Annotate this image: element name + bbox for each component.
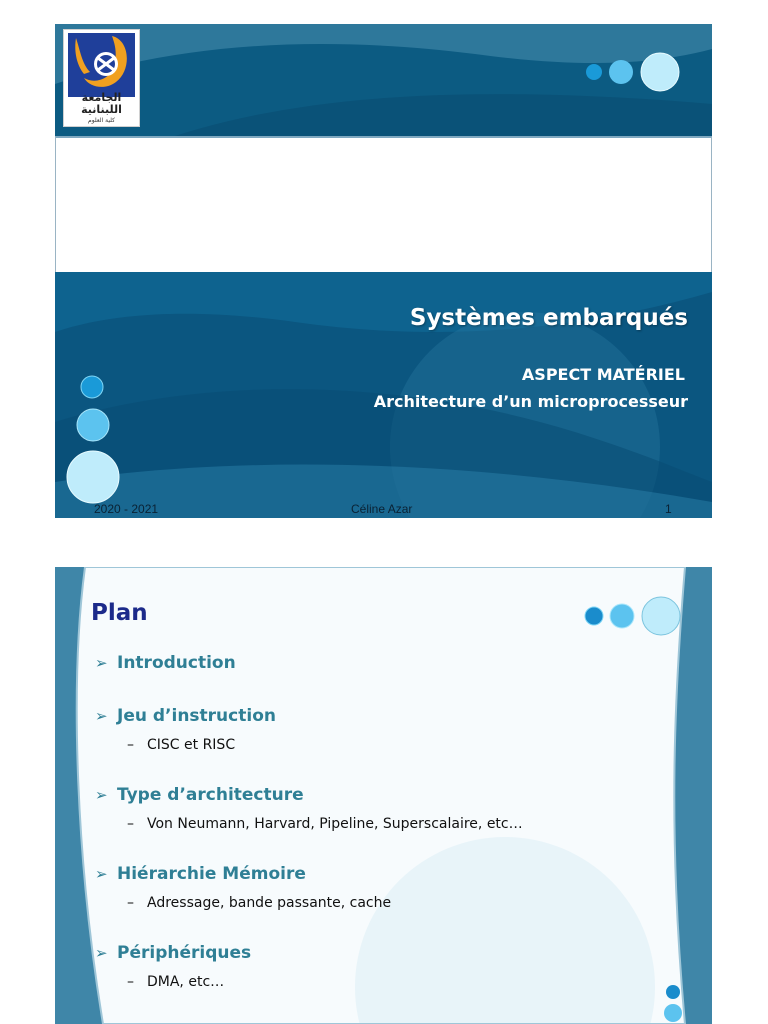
footer-page-number: 1	[665, 502, 672, 516]
slide-title: Systèmes embarqués	[409, 305, 688, 331]
arrow-bullet-icon: ➢	[95, 786, 108, 804]
plan-subitem-memory-hierarchy	[127, 895, 391, 911]
plan-item-architecture-type	[95, 785, 304, 805]
arrow-bullet-icon: ➢	[95, 654, 108, 672]
plan-subitem-peripherals	[127, 974, 224, 990]
arrow-bullet-icon: ➢	[95, 944, 108, 962]
plan-subitem-label: CISC et RISC	[147, 737, 236, 753]
plan-title: Plan	[91, 600, 148, 626]
footer-year: 2020 - 2021	[94, 502, 159, 516]
plan-item-memory-hierarchy	[95, 864, 306, 884]
plan-item-peripherals	[95, 943, 251, 963]
slide-title-band	[55, 272, 712, 518]
arrow-bullet-icon: ➢	[95, 865, 108, 883]
plan-subitem-instruction-set	[127, 737, 235, 753]
dash-bullet: –	[127, 816, 134, 832]
university-logo	[63, 29, 140, 127]
plan-item-label: Périphériques	[117, 943, 252, 963]
title-slide	[55, 24, 712, 518]
logo-arabic-subtext: كلية العلوم	[88, 117, 115, 124]
slide-subtitle-aspect: ASPECT MATÉRIEL	[521, 365, 685, 384]
plan-slide	[55, 567, 712, 1024]
logo-arabic-text: الجامعة اللبنانية	[81, 91, 122, 116]
plan-item-introduction	[95, 653, 236, 673]
title-placeholder-area	[55, 136, 712, 273]
plan-item-label: Introduction	[117, 653, 236, 673]
plan-subitem-label: Adressage, bande passante, cache	[147, 895, 392, 911]
plan-item-instruction-set	[95, 706, 276, 726]
plan-subitem-label: DMA, etc…	[147, 974, 225, 990]
dash-bullet: –	[127, 737, 134, 753]
dash-bullet: –	[127, 974, 134, 990]
footer-author: Céline Azar	[351, 502, 413, 516]
arrow-bullet-icon: ➢	[95, 707, 108, 725]
plan-subitem-label: Von Neumann, Harvard, Pipeline, Superscalaire, etc…	[147, 816, 523, 832]
plan-item-label: Hiérarchie Mémoire	[117, 864, 306, 884]
dash-bullet: –	[127, 895, 134, 911]
plan-subitem-architecture-type	[127, 816, 523, 832]
slide-subtitle-architecture: Architecture d’un microprocesseur	[373, 392, 688, 411]
plan-item-label: Jeu d’instruction	[117, 706, 276, 726]
plan-item-label: Type d’architecture	[117, 785, 304, 805]
slide-header-band	[55, 24, 712, 136]
